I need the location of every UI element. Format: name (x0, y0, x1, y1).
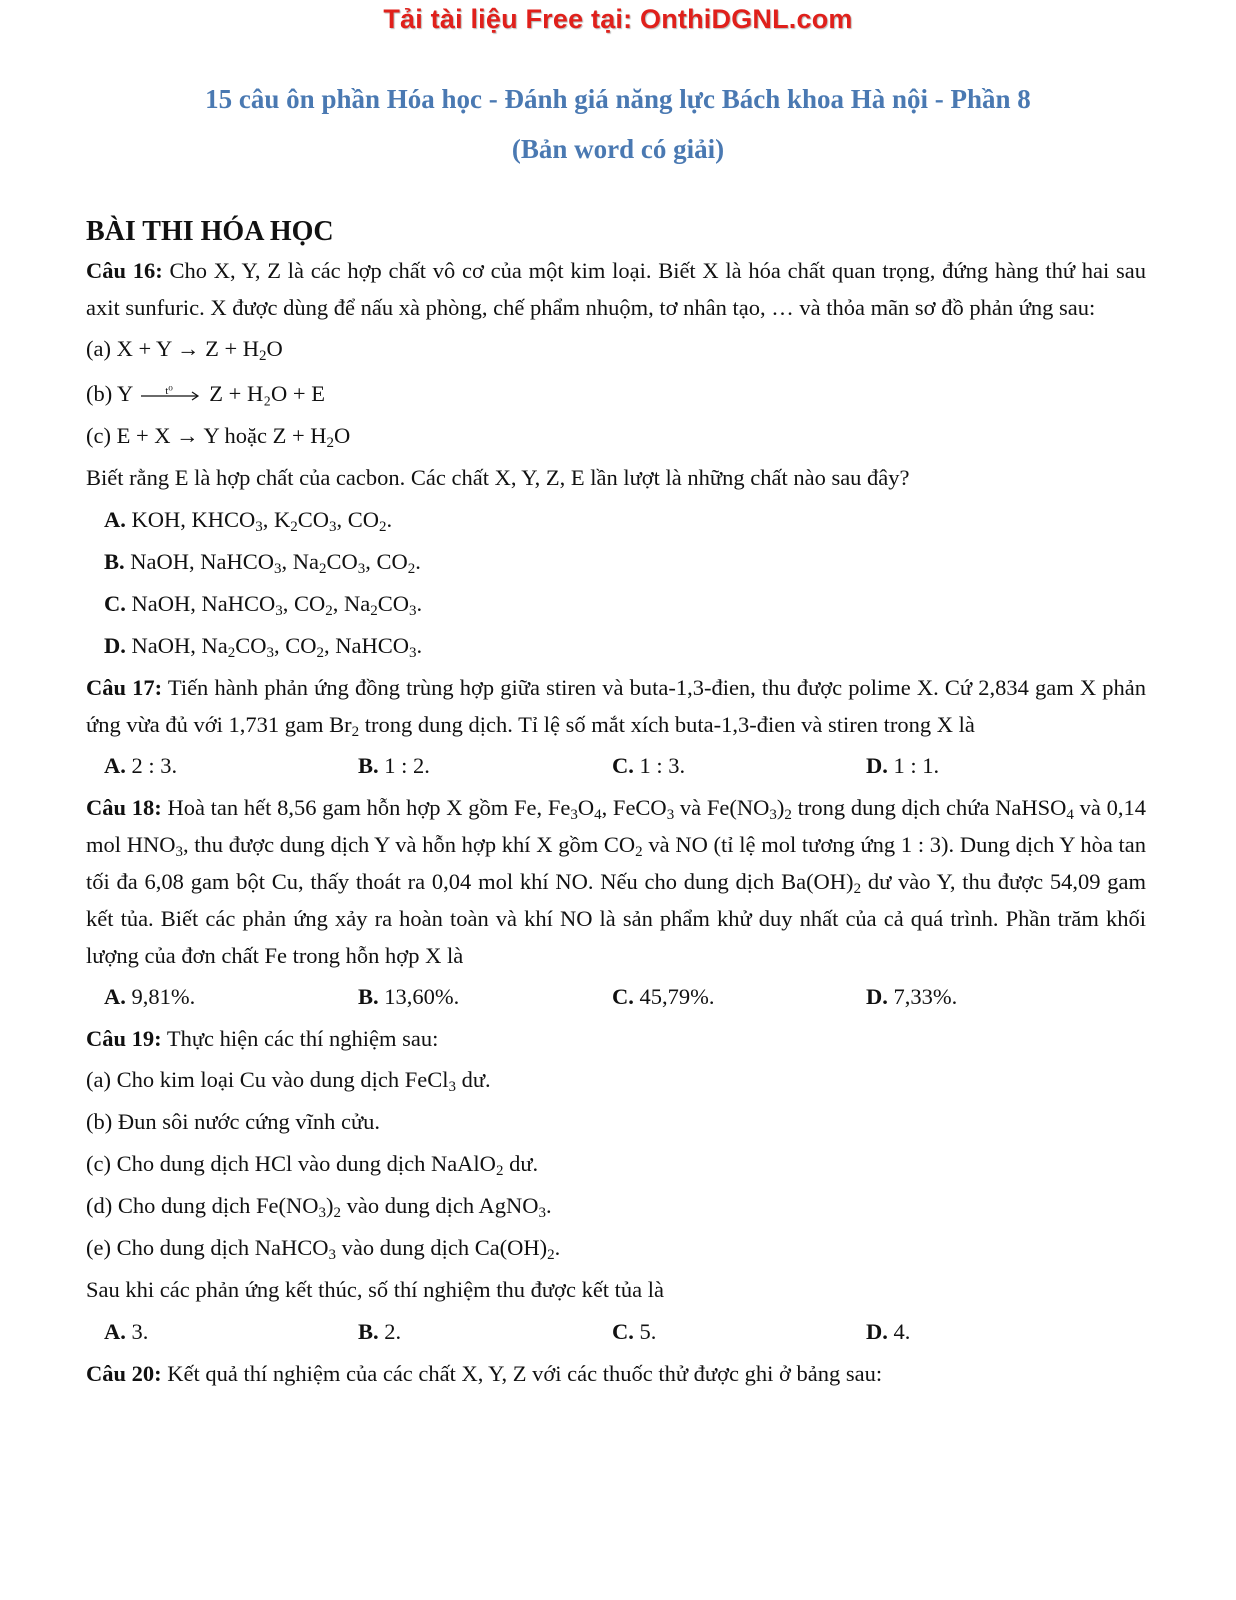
option-value: 5. (639, 1319, 657, 1344)
experiment-c: (c) Cho dung dịch HCl vào dung dịch NaAlO$_2$ dư. (86, 1151, 539, 1179)
option-value: 7,33%. (893, 984, 958, 1009)
option-value: 1 : 1. (893, 753, 940, 778)
option-value: 9,81%. (131, 984, 196, 1009)
option-label: C. (612, 753, 634, 778)
reaction-c: (c) E + X → Y hoặc $Z + H_2O$ (86, 423, 351, 451)
option-label: B. (358, 984, 379, 1009)
option-18-a[interactable] (104, 978, 358, 1015)
reaction-a: (a) $X + Y \to Z + H_2O$ (86, 336, 283, 364)
option-19-d[interactable] (866, 1313, 1120, 1350)
option-label: B. (358, 1319, 379, 1344)
question-label: Câu 18: (86, 795, 162, 820)
reaction-b (86, 375, 1146, 412)
option-16-b[interactable]: B. NaOH, NaHCO$_3$, $Na_2CO_3$, $CO_2$. (104, 549, 421, 577)
question-16 (86, 252, 1146, 326)
experiment-b: (b) Đun sôi nước cứng vĩnh cửu. (86, 1109, 381, 1134)
reaction-b-left: (b) Y (86, 381, 134, 406)
option-label: B. (358, 753, 379, 778)
question-19-statement: Sau khi các phản ứng kết thúc, số thí nghiệm thu được kết tủa là (86, 1277, 665, 1302)
option-16-c[interactable]: C. NaOH, NaHCO$_3$, $CO_2$, $Na_2CO_3$. (104, 591, 423, 619)
question-16-statement: Biết rằng E là hợp chất của cacbon. Các chất X, Y, Z, E lần lượt là những chất nào sau đây? (86, 465, 910, 490)
option-label: A. (104, 753, 126, 778)
options-18 (86, 978, 1146, 1015)
question-20 (86, 1355, 1146, 1392)
option-value: 1 : 2. (384, 753, 430, 778)
option-19-b[interactable] (358, 1313, 612, 1350)
question-label: Câu 17: (86, 675, 163, 700)
option-16-a[interactable]: A. KOH, $KHCO_3$, $K_2CO_3$, $CO_2$. (104, 507, 393, 535)
experiment-a: (a) Cho kim loại Cu vào dung dịch FeCl$_3$ dư. (86, 1067, 491, 1095)
question-text: Kết quả thí nghiệm của các chất X, Y, Z với các thuốc thử được ghi ở bảng sau: (167, 1361, 883, 1386)
option-label: D. (866, 1319, 888, 1344)
option-label: D. (866, 984, 888, 1009)
option-label: B. (104, 549, 125, 574)
option-value: 45,79%. (639, 984, 715, 1009)
experiment-d: (d) Cho dung dịch $Fe(NO_3)_2$ vào dung dịch AgNO$_3$. (86, 1193, 552, 1221)
question-19 (86, 1020, 1146, 1057)
option-19-c[interactable] (612, 1313, 866, 1350)
option-label: D. (866, 753, 888, 778)
question-17: Câu 17: Tiến hành phản ứng đồng trùng hợp giữa stiren và buta-1,3-đien, thu được polime X. Cứ 2,834 gam X phản ứng vừa đủ với 1,731 gam $Br_2$ trong dung dịch. Tỉ lệ số mắt xích buta-1,3-đien và stiren trong X là (86, 675, 1146, 740)
option-label: A. (104, 1319, 126, 1344)
option-label: A. (104, 984, 126, 1009)
question-text: Thực hiện các thí nghiệm sau: (166, 1026, 439, 1051)
document-subtitle: (Bản word có giải) (511, 134, 725, 164)
option-value: 1 : 3. (639, 753, 686, 778)
option-value: 3. (131, 1319, 149, 1344)
question-18: Câu 18: Hoà tan hết 8,56 gam hỗn hợp X gồm Fe, $Fe_3O_4$, FeCO$_3$ và $Fe(NO_3)_2$ trong dung dịch chứa NaHSO$_4$ và 0,14 mol $HNO_3$, thu được dung dịch Y và hỗn hợp khí X gồm $CO_2$ và NO (tỉ lệ mol tương ứng 1 : 3). Dung dịch Y hòa tan tối đa 6,08 gam bột Cu, thấy thoát ra 0,04 mol khí NO. Nếu cho dung dịch $Ba(OH)_2$ dư vào Y, thu được 54,09 gam kết tủa. Biết các phản ứng xảy ra hoàn toàn và khí NO là sản phẩm khử duy nhất của cả quá trình. Phần trăm khối lượng của đơn chất Fe trong hỗn hợp X là (86, 795, 1147, 968)
option-value: 2. (384, 1319, 402, 1344)
reaction-b-right: Z + H₂O + E (209, 381, 325, 406)
question-label: Câu 20: (86, 1361, 162, 1386)
heat-arrow-icon (139, 384, 203, 403)
option-16-d[interactable]: D. NaOH, $Na_2CO_3$, $CO_2$, NaHCO$_3$. (104, 633, 423, 661)
option-label: D. (104, 633, 126, 658)
experiment-e: (e) Cho dung dịch NaHCO$_3$ vào dung dịch $Ca(OH)_2$. (86, 1235, 561, 1263)
options-19 (86, 1313, 1146, 1350)
options-17 (86, 747, 1146, 784)
option-18-c[interactable] (612, 978, 866, 1015)
option-value: 4. (893, 1319, 911, 1344)
question-label: Câu 19: (86, 1026, 162, 1051)
question-text: Cho X, Y, Z là các hợp chất vô cơ của một kim loại. Biết X là hóa chất quan trọng, đứng hàng thứ hai sau axit sunfuric. X được dùng để nấu xà phòng, chế phẩm nhuộm, tơ nhân tạo, … và thỏa mãn sơ đồ phản ứng sau: (86, 258, 1147, 320)
document-title: 15 câu ôn phần Hóa học - Đánh giá năng lực Bách khoa Hà nội - Phần 8 (205, 84, 1031, 114)
option-value: 13,60%. (384, 984, 460, 1009)
option-17-c[interactable] (612, 747, 866, 784)
question-label: Câu 16: (86, 258, 163, 283)
document-body (86, 212, 1146, 1396)
option-label: A. (104, 507, 126, 532)
option-label: C. (612, 1319, 634, 1344)
option-17-b[interactable] (358, 747, 612, 784)
option-label: C. (612, 984, 634, 1009)
download-banner[interactable]: Tải tài liệu Free tại: OnthiDGNL.com (383, 4, 853, 34)
section-heading: BÀI THI HÓA HỌC (86, 216, 334, 247)
heat-condition: t⁰ (165, 384, 173, 397)
option-18-b[interactable] (358, 978, 612, 1015)
option-17-d[interactable] (866, 747, 1120, 784)
option-value: 2 : 3. (131, 753, 178, 778)
option-19-a[interactable] (104, 1313, 358, 1350)
option-17-a[interactable] (104, 747, 358, 784)
option-18-d[interactable] (866, 978, 1120, 1015)
option-label: C. (104, 591, 126, 616)
